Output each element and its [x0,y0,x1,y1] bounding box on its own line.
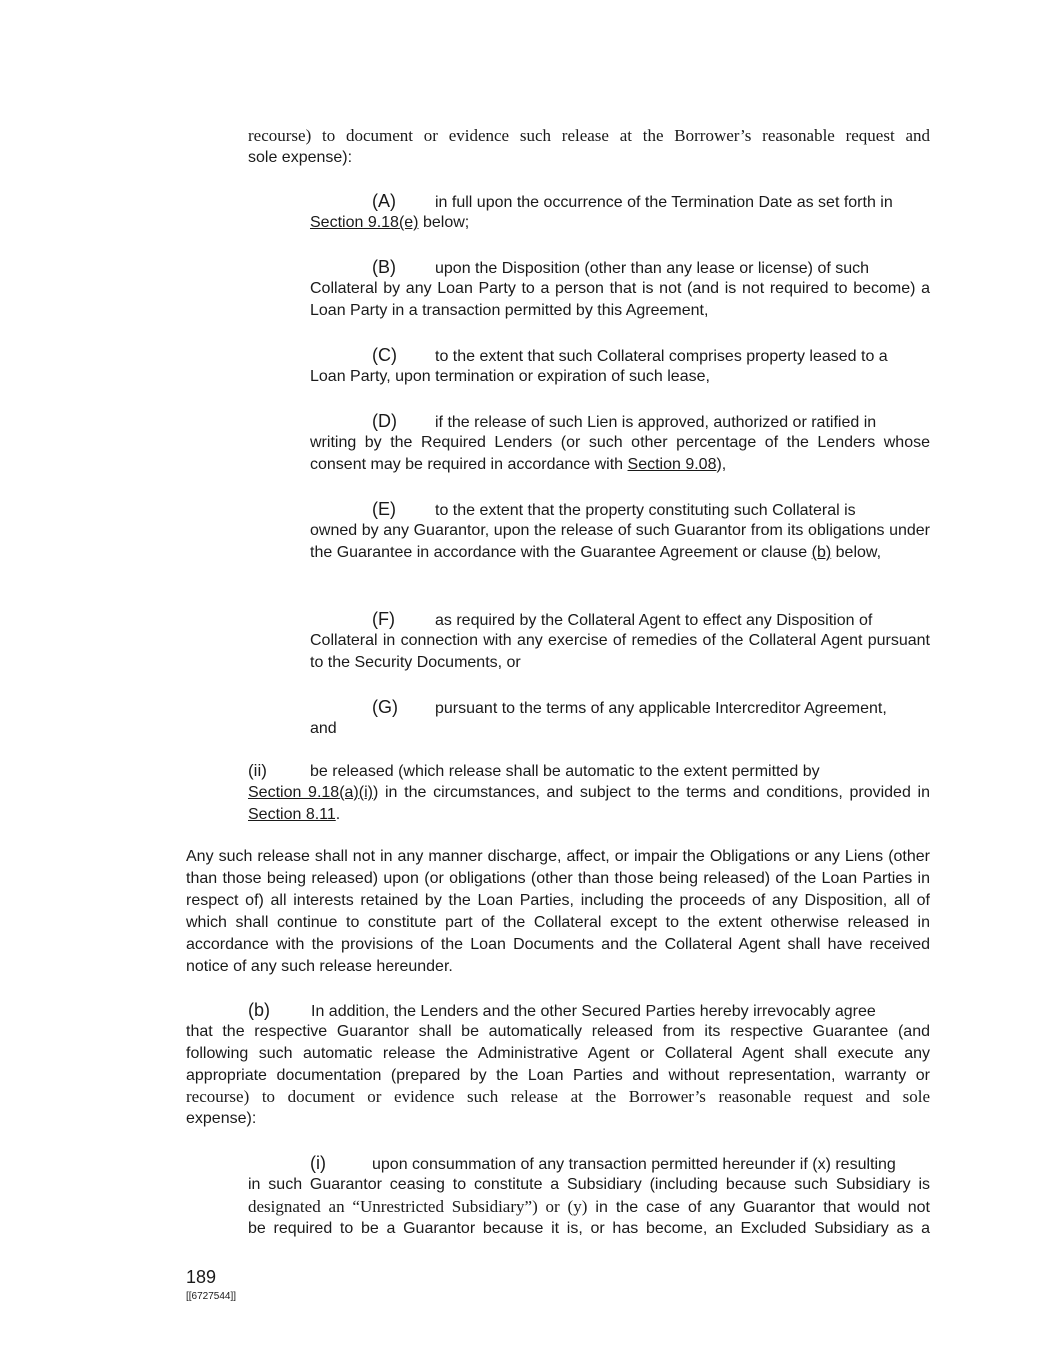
item-b-body: Collateral by any Loan Party to a person that is not (and is not required to become) a Loan Party in a transaction permitted by this Agreement, [310,280,930,319]
item-i-line-3: designated an “Unrestricted Subsidiary”) or (y) in the case of any Guarantor that would not [248,1197,930,1216]
item-i-lead: (i) upon consummation of any transaction permitted hereunder if (x) resulting [310,1153,896,1173]
item-label: (ii) [248,761,267,780]
intro-line-1: recourse) to document or evidence such release at the Borrower’s reasonable request and [248,126,930,145]
section-ref-link[interactable]: Section 8.11 [248,805,336,823]
item-a-body: Section 9.18(e) below; [310,214,470,231]
item-i-line-2: in such Guarantor ceasing to constitute a Subsidiary (including because such Subsidiary is [248,1176,930,1193]
item-d-lead: (D) if the release of such Lien is approved, authorized or ratified in [372,411,877,431]
section-ref-link[interactable]: Section 9.08 [627,455,717,473]
item-label: (E) [372,499,396,519]
clause-b-lead: (b) In addition, the Lenders and the other Secured Parties hereby irrevocably agree [248,1000,876,1020]
item-c-body: Loan Party, upon termination or expiration of such lease, [310,368,710,385]
intro-line-2: sole expense): [248,149,353,166]
item-label: (B) [372,257,396,277]
item-label: (C) [372,345,397,365]
item-e-body: owned by any Guarantor, upon the release of such Guarantor from its obligations under the Guarantee in accordance with the Guarantee Agreement or clause (b) below, [310,522,930,561]
clause-b-body: that the respective Guarantor shall be automatically released from its respective Guarantee (and following such automatic release the Administrative Agent or Collateral Agent shall execute any appropriate documentation (prepared by the Loan Parties and without representation, warranty or [186,1023,930,1084]
item-g-body: and [310,720,337,737]
item-f-lead: (F) as required by the Collateral Agent to effect any Disposition of [372,609,873,629]
section-ref-link[interactable]: Section 9.18(a)(i) [248,784,373,801]
item-c-lead: (C) to the extent that such Collateral comprises property leased to a [372,345,888,365]
document-id: [[6727544]] [186,1291,237,1302]
clause-ref-link[interactable]: (b) [811,543,832,561]
item-e-lead: (E) to the extent that the property constituting such Collateral is [372,499,856,519]
item-label: (G) [372,697,398,717]
item-g-lead: (G) pursuant to the terms of any applicable Intercreditor Agreement, [372,697,887,717]
item-b-lead: (B) upon the Disposition (other than any lease or license) of such [372,257,870,277]
clause-label: (b) [248,1000,270,1020]
item-f-body: Collateral in connection with any exercise of remedies of the Collateral Agent pursuant to the Security Documents, or [310,632,930,671]
item-label: (F) [372,609,395,629]
release-effect-paragraph: Any such release shall not in any manner discharge, affect, or impair the Obligations or any Liens (other than those being released) upon (or obligations (other than those being released) of the Loan Parties in respect of) all interests retained by the Loan Parties, including the proceeds of any Disposition, all of which shall continue to constitute part of the Collateral except to the extent otherwise released in accordance with the provisions of the Loan Documents and the Collateral Agent shall have received notice of any such release hereunder. [186,848,930,975]
item-d-body: writing by the Required Lenders (or such other percentage of the Lenders whose consent may be required in accordance with Section 9.08), [310,434,930,473]
item-i-line-4: be required to be a Guarantor because it is, or has become, an Excluded Subsidiary as a [248,1220,930,1237]
page-number: 189 [186,1267,217,1287]
clause-b-end: expense): [186,1110,257,1127]
section-ref-link[interactable]: Section 9.18(e) [310,214,419,231]
item-label: (D) [372,411,397,431]
item-a-lead: (A) in full upon the occurrence of the Termination Date as set forth in [372,191,893,211]
item-ii-lead: (ii) be released (which release shall be automatic to the extent permitted by [248,761,820,780]
clause-b-serif-line: recourse) to document or evidence such release at the Borrower’s reasonable request and sole [186,1087,930,1106]
item-label: (i) [310,1153,326,1173]
item-label: (A) [372,191,396,211]
item-ii-body: Section 9.18(a)(i)) in the circumstances, and subject to the terms and conditions, provided in Section 8.11. [248,784,930,823]
